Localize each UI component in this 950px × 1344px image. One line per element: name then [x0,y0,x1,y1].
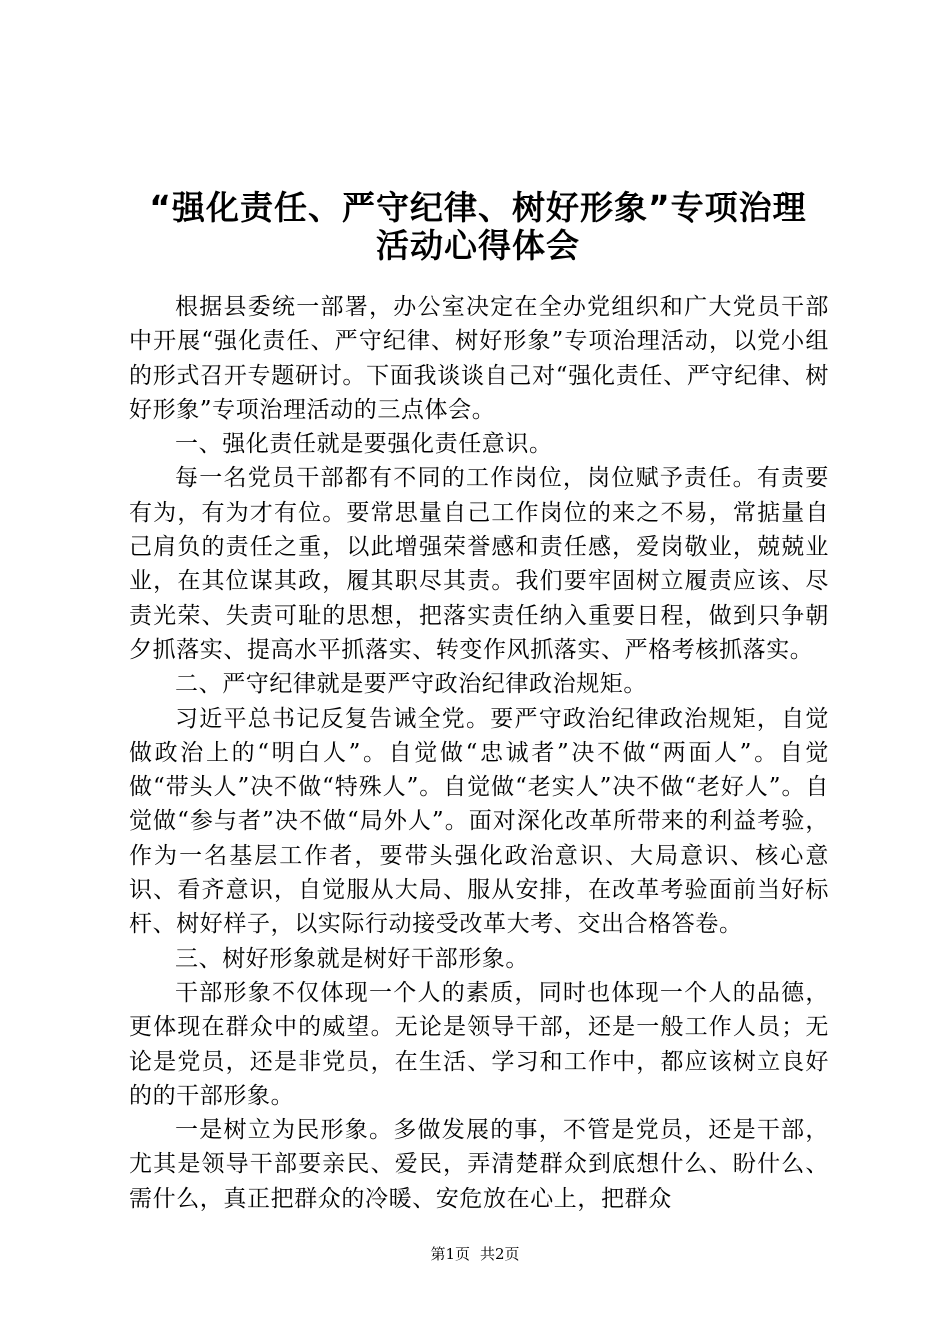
section-heading-2: 二、严守纪律就是要严守政治纪律政治规矩。 [175,671,647,698]
page-number-total: 共2页 [480,1245,520,1263]
document-title-line-1: “强化责任、严守纪律、树好形象”专项治理 [149,188,807,227]
page-number-current: 第1页 [430,1245,470,1263]
paragraph-section-3: 干部形象不仅体现一个人的素质，同时也体现一个人的品德，更体现在群众中的威望。无论是领导干部，还是一般工作人员；无论是党员，还是非党员，在生活、学习和工作中，都应该树立良好的的干部形象。 [129,979,829,1109]
paragraph-section-1: 每一名党员干部都有不同的工作岗位，岗位赋予责任。有责要有为，有为才有位。要常思量自己工作岗位的来之不易，常掂量自己肩负的责任之重，以此增强荣誉感和责任感，爱岗敬业，兢兢业业，在其位谋其政，履其职尽其责。我们要牢固树立履责应该、尽责光荣、失责可耻的思想，把落实责任纳入重要日程，做到只争朝夕抓落实、提高水平抓落实、转变作风抓落实、严格考核抓落实。 [129,465,829,663]
section-heading-3: 三、树好形象就是树好干部形象。 [175,945,529,972]
document-title-line-2: 活动心得体会 [376,226,580,265]
section-heading-1: 一、强化责任就是要强化责任意识。 [175,431,553,458]
paragraph-intro: 根据县委统一部署，办公室决定在全办党组织和广大党员干部中开展“强化责任、严守纪律、树好形象”专项治理活动，以党小组的形式召开专题研讨。下面我谈谈自己对“强化责任、严守纪律、树好形象”专项治理活动的三点体会。 [129,294,829,423]
page-footer [0,1244,950,1264]
paragraph-section-3-point-1: 一是树立为民形象。多做发展的事，不管是党员，还是干部，尤其是领导干部要亲民、爱民，弄清楚群众到底想什么、盼什么、需什么，真正把群众的冷暖、安危放在心上，把群众 [129,1117,829,1212]
paragraph-section-2: 习近平总书记反复告诫全党。要严守政治纪律政治规矩，自觉做政治上的“明白人”。自觉做“忠诚者”决不做“两面人”。自觉做“带头人”决不做“特殊人”。自觉做“老实人”决不做“老好人”。自觉做“参与者”决不做“局外人”。面对深化改革所带来的利益考验，作为一名基层工作者，要带头强化政治意识、大局意识、核心意识、看齐意识，自觉服从大局、服从安排，在改革考验面前当好标杆、树好样子，以实际行动接受改革大考、交出合格答卷。 [129,705,829,938]
document-body [129,290,829,1216]
